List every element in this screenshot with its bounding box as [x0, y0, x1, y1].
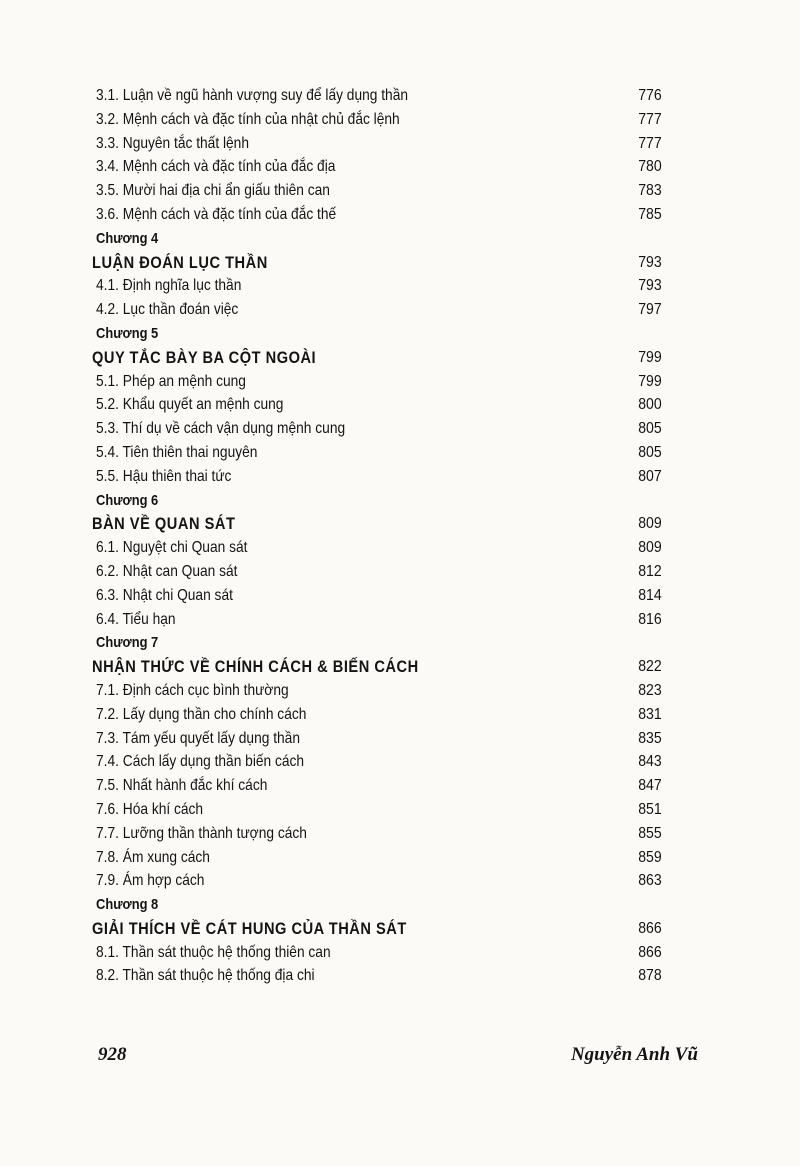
toc-entry-page: 823 [638, 681, 662, 699]
toc-entry-page: 855 [638, 824, 662, 842]
toc-entry-page: 859 [638, 848, 662, 866]
toc-entry-text: Chương 4 [96, 229, 159, 247]
toc-entry [92, 727, 664, 751]
toc-entry-text: 5.1. Phép an mệnh cung [96, 372, 246, 390]
toc-entry [92, 179, 664, 203]
toc-entry [92, 941, 664, 965]
toc-entry-text: 3.1. Luận về ngũ hành vượng suy để lấy dụng thần [96, 87, 409, 104]
toc-entry-text: 4.1. Định nghĩa lục thần [96, 277, 242, 295]
toc-entry-text: GIẢI THÍCH VỀ CÁT HUNG CỦA THẦN SÁT [92, 918, 407, 938]
toc-entry [92, 774, 664, 798]
toc-entry [92, 84, 664, 108]
toc-entry-page: 809 [638, 515, 662, 533]
toc-entry [92, 798, 664, 822]
author-name: Nguyễn Anh Vũ [570, 1044, 698, 1065]
toc-entry [92, 298, 664, 322]
toc-entry-page: 780 [638, 158, 662, 176]
chapter-label [92, 489, 664, 513]
toc-entry-page: 863 [638, 872, 662, 890]
toc-entry-page: 807 [638, 467, 662, 485]
toc-entry-page: 816 [638, 610, 662, 628]
toc-entry-text: 3.3. Nguyên tắc thất lệnh [96, 134, 249, 152]
toc-entry-text: 7.4. Cách lấy dụng thần biến cách [96, 753, 305, 771]
toc-entry [92, 465, 664, 489]
toc-entry-text: LUẬN ĐOÁN LỤC THẦN [92, 252, 268, 272]
toc-entry-page: 831 [638, 705, 662, 723]
toc-entry [92, 203, 664, 227]
toc-entry-text: 5.4. Tiên thiên thai nguyên [96, 443, 258, 461]
toc-entry-page: 799 [638, 372, 662, 390]
toc-entry-text: 7.5. Nhất hành đắc khí cách [96, 777, 268, 795]
toc-entry-text: 7.7. Lưỡng thần thành tượng cách [96, 824, 307, 842]
toc-entry-text: 6.1. Nguyệt chi Quan sát [96, 539, 248, 557]
toc-entry-text: 3.5. Mười hai địa chi ẩn giấu thiên can [96, 182, 330, 200]
toc-entry-page: 878 [638, 967, 662, 985]
toc-entry-page: 793 [638, 277, 662, 295]
toc-entry-text: Chương 8 [96, 896, 159, 914]
toc-entry-text: 6.4. Tiểu hạn [96, 610, 176, 628]
toc-entry [92, 822, 664, 846]
chapter-label [92, 322, 664, 346]
toc-entry-text: 7.6. Hóa khí cách [96, 800, 204, 818]
toc-entry-text: Chương 7 [96, 634, 159, 652]
chapter-label [92, 631, 664, 655]
toc-entry-page: 835 [638, 729, 662, 747]
toc-entry-page: 785 [638, 205, 662, 223]
toc-entry-text: QUY TẮC BÀY BA CỘT NGOÀI [92, 347, 317, 367]
toc-entry-text: 7.2. Lấy dụng thần cho chính cách [96, 705, 307, 723]
toc-entry-page: 866 [638, 919, 662, 937]
toc-entry [92, 417, 664, 441]
page-number: 928 [98, 1044, 127, 1065]
toc-entry [92, 274, 664, 298]
toc-entry [92, 703, 664, 727]
toc-entry-text: 7.8. Ám xung cách [96, 848, 210, 866]
toc-entry-page: 777 [638, 110, 662, 128]
toc-entry [92, 560, 664, 584]
toc-entry-page: 814 [638, 586, 662, 604]
toc-entry-page: 822 [638, 658, 662, 676]
chapter-title [92, 251, 664, 275]
toc-entry-text: 7.3. Tám yếu quyết lấy dụng thần [96, 729, 300, 747]
toc-entry-text: Chương 6 [96, 491, 159, 509]
toc-entry-page: 843 [638, 753, 662, 771]
toc-entry-text: NHẬN THỨC VỀ CHÍNH CÁCH & BIẾN CÁCH [92, 657, 419, 677]
toc-entry-page: 776 [638, 87, 662, 104]
toc-entry [92, 679, 664, 703]
page-footer [98, 1044, 698, 1074]
toc-entry [92, 108, 664, 132]
toc-entry-page: 800 [638, 396, 662, 414]
toc-entry-text: 7.1. Định cách cục bình thường [96, 681, 289, 699]
toc-entry-text: 5.3. Thí dụ về cách vận dụng mệnh cung [96, 420, 346, 438]
toc-entry-text: 3.4. Mệnh cách và đặc tính của đắc địa [96, 158, 336, 176]
toc-entry-page: 797 [638, 301, 662, 319]
toc-entry-page: 799 [638, 348, 662, 366]
toc-entry-page: 793 [638, 253, 662, 271]
toc-entry [92, 536, 664, 560]
toc-entry-page: 851 [638, 800, 662, 818]
chapter-title [92, 512, 664, 536]
toc-entry-text: 8.1. Thần sát thuộc hệ thống thiên can [96, 943, 331, 961]
toc-entry [92, 869, 664, 893]
toc-entry-text: 8.2. Thần sát thuộc hệ thống địa chi [96, 967, 315, 985]
toc-entry-page: 783 [638, 182, 662, 200]
chapter-title [92, 346, 664, 370]
toc-entry-page: 866 [638, 943, 662, 961]
toc-entry-page: 777 [638, 134, 662, 152]
toc-entry [92, 155, 664, 179]
chapter-label [92, 227, 664, 251]
table-of-contents [92, 84, 664, 988]
toc-entry [92, 846, 664, 870]
toc-entry [92, 441, 664, 465]
toc-entry-text: 4.2. Lục thần đoán việc [96, 301, 239, 319]
toc-entry [92, 370, 664, 394]
toc-entry-text: 3.6. Mệnh cách và đặc tính của đắc thế [96, 205, 337, 223]
toc-entry-text: 7.9. Ám hợp cách [96, 872, 205, 890]
toc-entry-page: 805 [638, 420, 662, 438]
toc-entry-page: 812 [638, 562, 662, 580]
toc-entry-page: 847 [638, 777, 662, 795]
toc-entry-text: Chương 5 [96, 324, 159, 342]
toc-entry-text: 5.5. Hậu thiên thai tức [96, 467, 232, 485]
toc-entry-text: BÀN VỀ QUAN SÁT [92, 514, 236, 534]
toc-entry [92, 132, 664, 156]
toc-entry-text: 6.3. Nhật chi Quan sát [96, 586, 233, 604]
toc-entry-page: 809 [638, 539, 662, 557]
chapter-title [92, 917, 664, 941]
toc-entry-page: 805 [638, 443, 662, 461]
toc-entry [92, 584, 664, 608]
toc-entry-text: 5.2. Khẩu quyết an mệnh cung [96, 396, 284, 414]
toc-entry [92, 750, 664, 774]
toc-entry [92, 964, 664, 988]
chapter-title [92, 655, 664, 679]
chapter-label [92, 893, 664, 917]
toc-entry [92, 608, 664, 632]
toc-entry-text: 3.2. Mệnh cách và đặc tính của nhật chủ đắc lệnh [96, 110, 400, 128]
toc-entry-text: 6.2. Nhật can Quan sát [96, 562, 238, 580]
toc-entry [92, 393, 664, 417]
